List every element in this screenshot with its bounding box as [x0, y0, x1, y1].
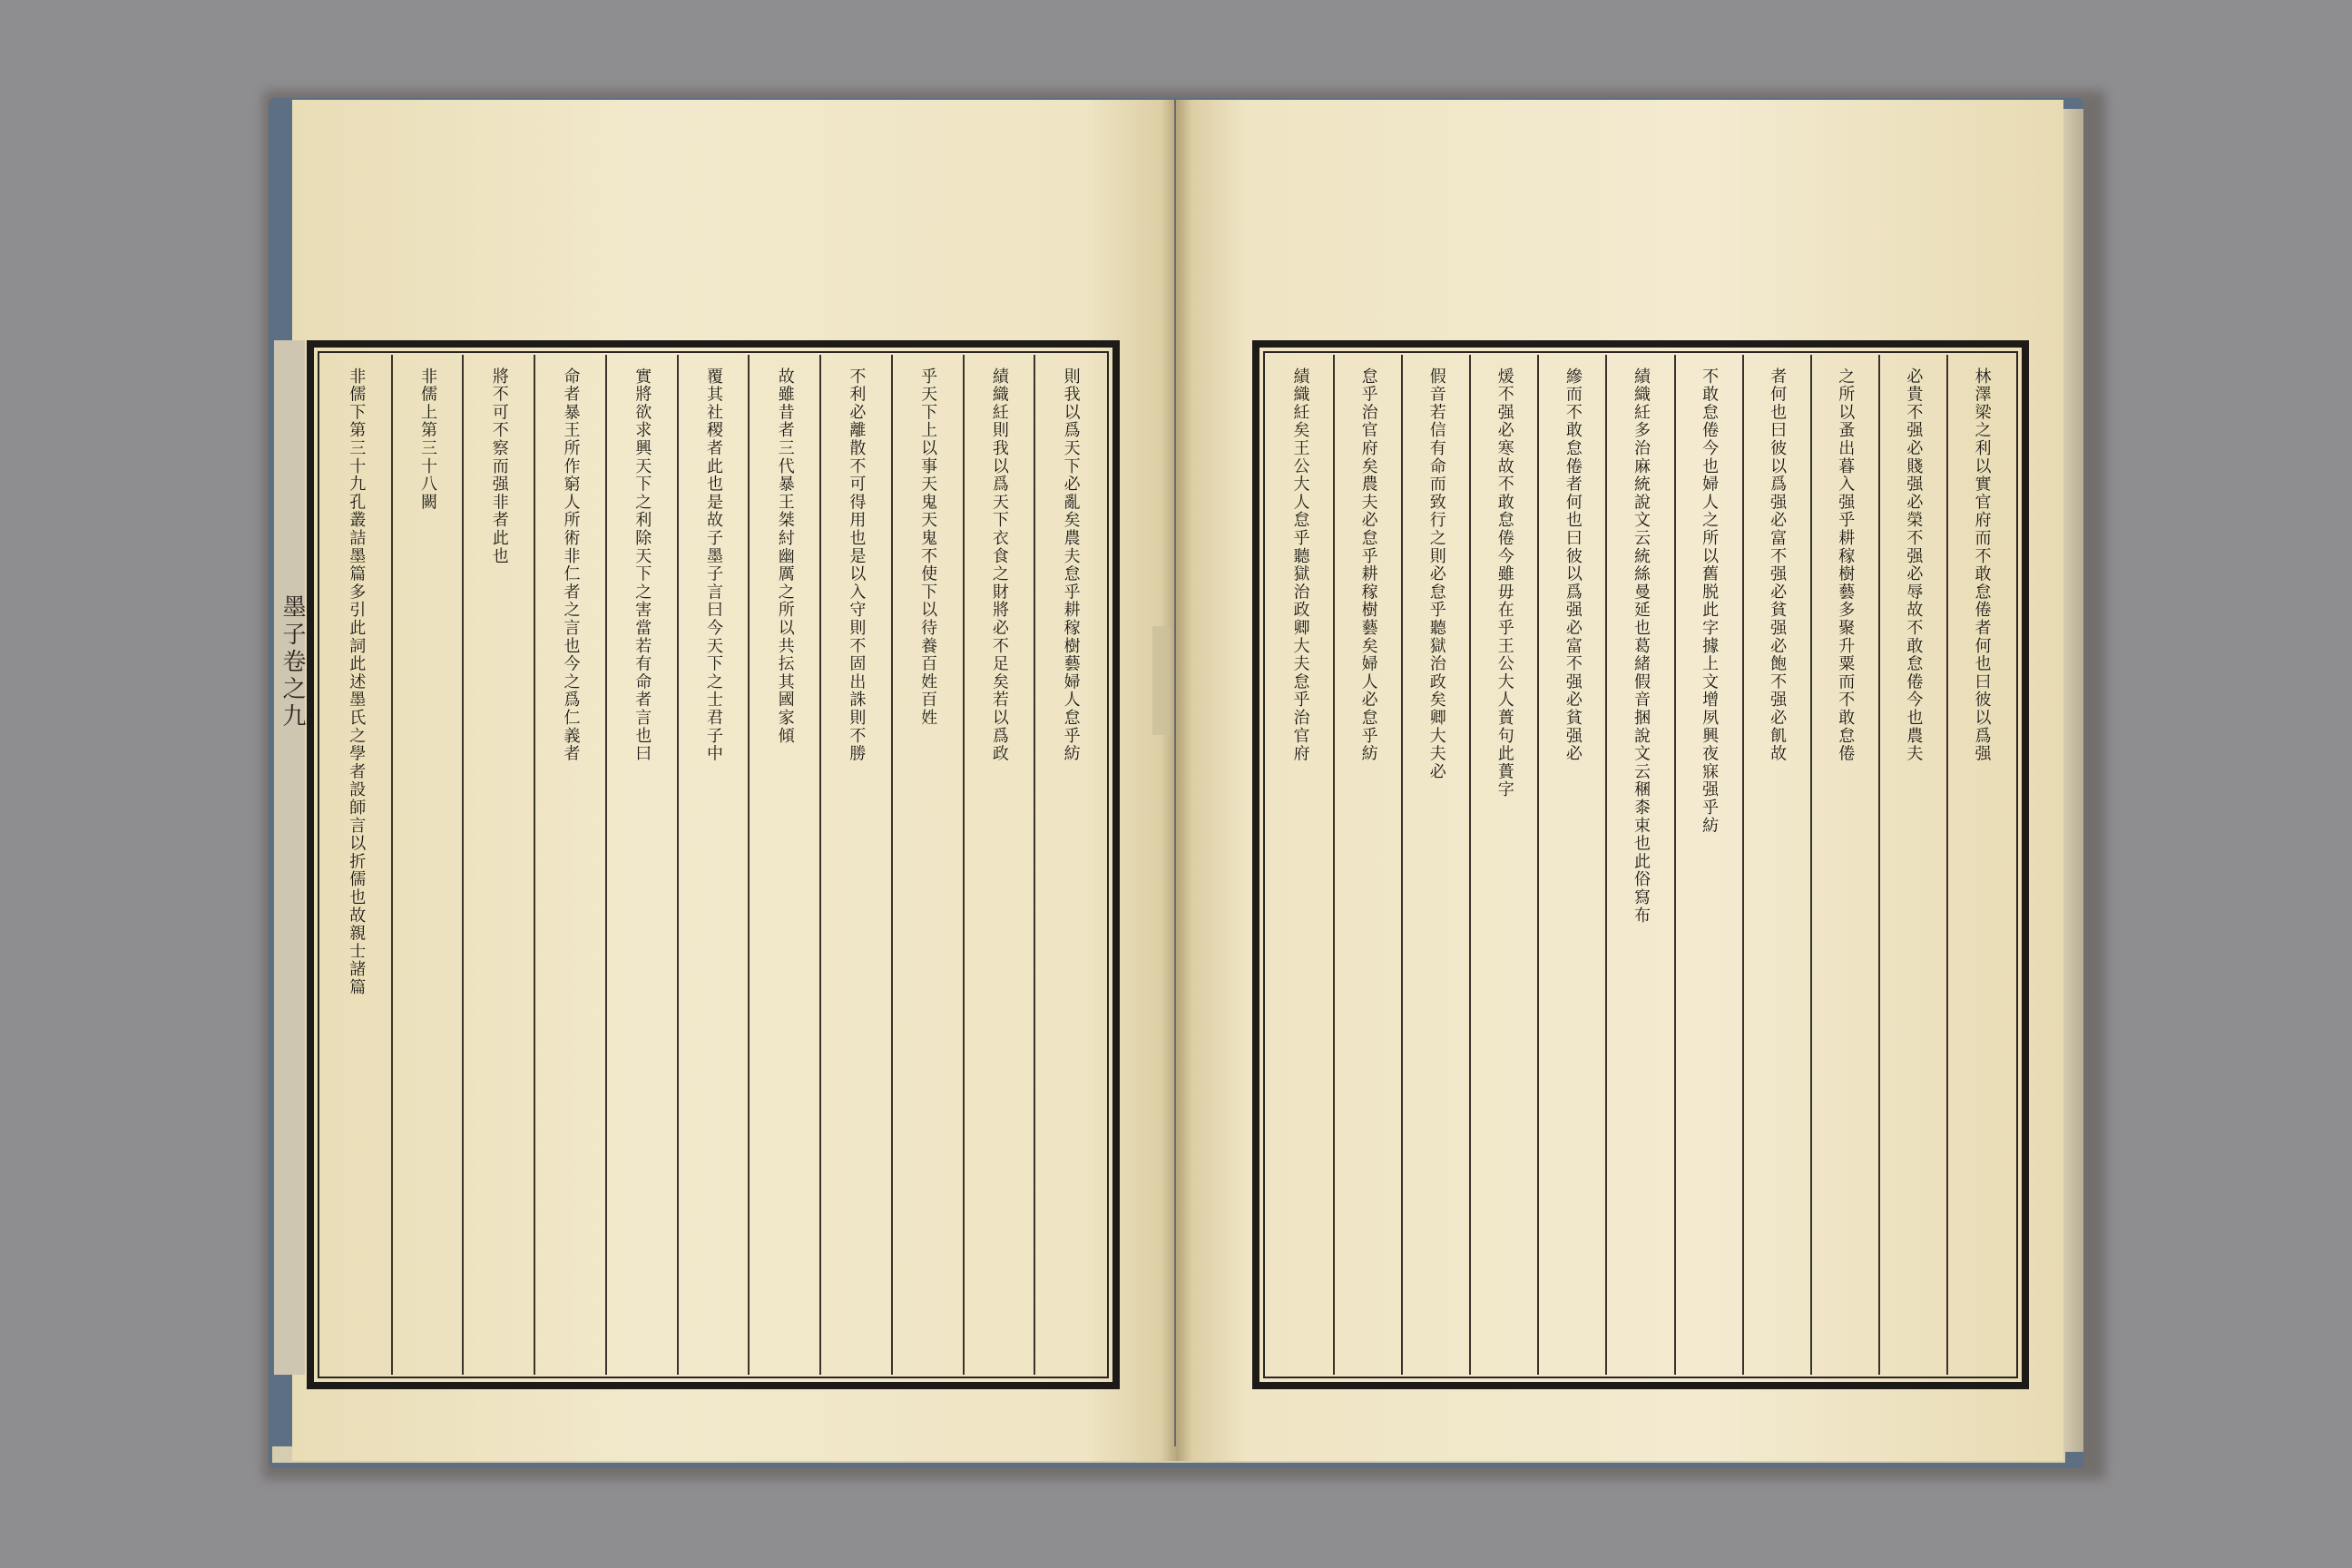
text-column — [1034, 355, 1105, 1375]
column-text: 者何也曰彼以爲强必富不强必貧强必飽不强必飢故 — [1768, 368, 1788, 763]
text-column — [1537, 355, 1605, 1375]
text-column — [963, 355, 1034, 1375]
chapter-heading: 非儒下第三十九孔叢詰墨篇多引此詞此述墨氏之學者設師言以折儒也故親士諸篇 — [347, 368, 367, 996]
right-text-frame — [1252, 340, 2029, 1389]
right-columns — [1267, 355, 2014, 1375]
column-text: 績織紝則我以爲天下衣食之財將必不足矣若以爲政 — [989, 368, 1009, 763]
text-column — [1810, 355, 1878, 1375]
text-column — [605, 355, 677, 1375]
chapter-heading: 非儒上第三十八闕 — [418, 368, 438, 512]
column-text: 林澤梁之利以實官府而不敢怠倦者何也曰彼以爲强 — [1972, 368, 1992, 763]
fore-edge-label — [274, 340, 305, 1375]
column-text: 之所以蚤出暮入强乎耕稼樹藝多聚升粟而不敢怠倦 — [1836, 368, 1856, 763]
column-text: 煖不强必寒故不敢怠倦今雖毋在乎王公大人蕢句此蕢字 — [1494, 368, 1514, 799]
text-column — [1742, 355, 1810, 1375]
text-column — [1878, 355, 1946, 1375]
column-text: 故雖昔者三代暴王桀紂幽厲之所以共抎其國家傾 — [775, 368, 795, 745]
gutter-paper-slip — [1152, 626, 1171, 735]
text-column — [1469, 355, 1537, 1375]
text-column — [1333, 355, 1401, 1375]
column-text: 實將欲求興天下之利除天下之害當若有命者言也曰 — [632, 368, 652, 763]
margin-title: 墨子卷之九 — [279, 594, 306, 730]
left-text-frame — [307, 340, 1120, 1389]
text-column — [1267, 355, 1333, 1375]
text-column — [819, 355, 891, 1375]
book-gutter — [1161, 100, 1192, 1461]
column-text: 不敢怠倦今也婦人之所以舊脱此字據上文增夙興夜寐强乎紡 — [1700, 368, 1720, 835]
left-columns — [321, 355, 1105, 1375]
column-text: 命者暴王所作窮人所術非仁者之言也今之爲仁義者 — [561, 368, 581, 763]
column-text: 績織紝矣王公大人怠乎聽獄治政卿大夫怠乎治官府 — [1290, 368, 1310, 763]
column-text: 將不可不察而强非者此也 — [489, 368, 509, 565]
column-text: 則我以爲天下必亂矣農夫怠乎耕稼樹藝婦人怠乎紡 — [1061, 368, 1081, 763]
text-column — [1946, 355, 2014, 1375]
text-column — [534, 355, 605, 1375]
page-block-edge-right — [2063, 109, 2083, 1452]
text-column — [462, 355, 534, 1375]
column-text: 縿而不敢怠倦者何也曰彼以爲强必富不强必貧强必 — [1563, 368, 1583, 763]
column-text: 覆其社稷者此也是故子墨子言曰今天下之士君子中 — [703, 368, 723, 763]
chapter-heading-column — [321, 355, 391, 1375]
column-text: 不利必離散不可得用也是以入守則不固出誅則不勝 — [847, 368, 867, 763]
chapter-heading-column — [391, 355, 463, 1375]
text-column — [748, 355, 819, 1375]
text-column — [1605, 355, 1673, 1375]
column-text: 必貴不强必賤强必榮不强必辱故不敢怠倦今也農夫 — [1904, 368, 1924, 763]
column-text: 假音若信有命而致行之則必怠乎聽獄治政矣卿大夫必 — [1426, 368, 1446, 781]
column-text: 怠乎治官府矣農夫必怠乎耕稼樹藝矣婦人必怠乎紡 — [1358, 368, 1378, 763]
text-column — [1674, 355, 1742, 1375]
text-column — [1401, 355, 1469, 1375]
text-column — [677, 355, 749, 1375]
column-text: 乎天下上以事天鬼天鬼不使下以待養百姓百姓 — [918, 368, 938, 727]
text-column — [891, 355, 963, 1375]
column-text: 績織紝多治麻統說文云統絲曼延也葛緒假音捆說文云稛桼束也此俗寫布 — [1631, 368, 1651, 925]
